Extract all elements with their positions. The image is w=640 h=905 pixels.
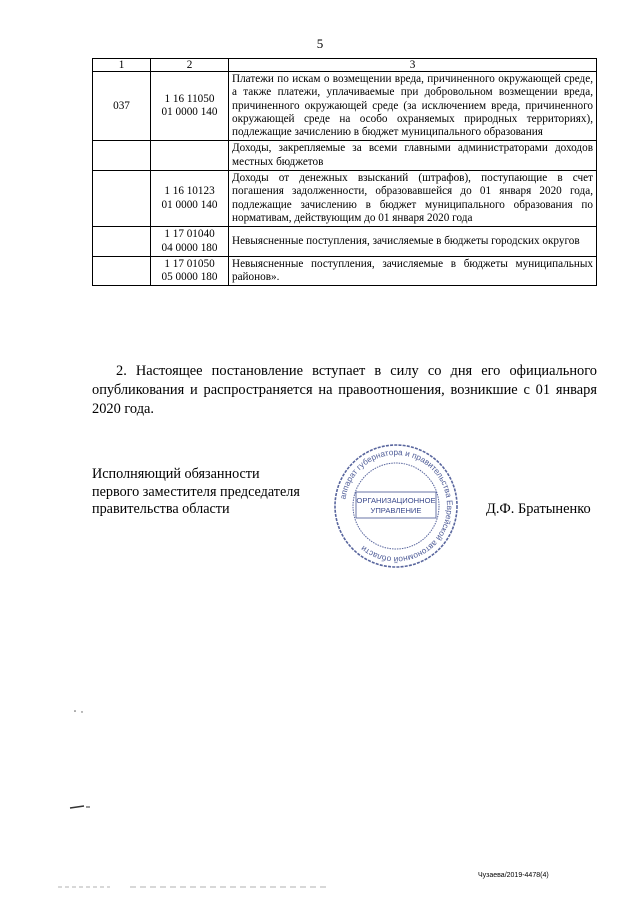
revenue-code-line: 1 16 11050 [164, 92, 215, 105]
table-row [93, 72, 597, 141]
admin-code-cell [93, 227, 151, 257]
revenue-code-line: 01 0000 140 [161, 198, 218, 211]
revenue-description-cell [229, 141, 597, 171]
revenue-code-line: 04 0000 180 [161, 241, 218, 254]
page-number: 5 [316, 36, 324, 51]
table-row [93, 141, 597, 171]
column-header: 3 [229, 59, 597, 72]
revenue-code-line: 05 0000 180 [161, 271, 218, 284]
revenue-code-cell [151, 227, 229, 257]
revenue-code-cell [151, 72, 229, 141]
signatory-title-line: правительства области [92, 501, 230, 517]
revenue-description: Доходы, закрепляемые за всеми главными администраторами доходов местных бюджетов [232, 142, 593, 168]
revenue-description: Доходы от денежных взысканий (штрафов), поступающие в счет погашения задолженности, образовавшейся до 01 января 2020 года, подлежащие зачислению в бюджет муниципального образования по нормативам, действующим до 01 января 2020 года [232, 172, 593, 224]
revenue-description-cell [229, 72, 597, 141]
revenue-codes-table [92, 58, 597, 286]
admin-code-cell [93, 171, 151, 227]
revenue-description: Невыясненные поступления, зачисляемые в бюджеты муниципальных районов». [232, 257, 593, 284]
effective-date-paragraph: 2. Настоящее постановление вступает в силу со дня его официального опубликования и распространяется на правоотношения, возникшие с 01 января 2020 года. [92, 363, 597, 417]
admin-code-cell: 037 [93, 72, 151, 141]
column-header: 1 [93, 59, 151, 72]
revenue-description: Платежи по искам о возмещении вреда, причиненного окружающей среде, а также платежи, уплачиваемые при добровольном возмещении вреда, причиненного окружающей среде (за исключением вреда, причиненного окружающей среде на особо охраняемых природных территориях), подлежащие зачислению в бюджет муниципального образования [232, 73, 593, 139]
stamp-center-line: ОРГАНИЗАЦИОННОЕ [356, 496, 436, 505]
official-stamp [330, 440, 462, 572]
revenue-description: Невыясненные поступления, зачисляемые в бюджеты городских округов [232, 234, 580, 247]
signatory-title-line: первого заместителя председателя [92, 483, 300, 500]
table-header-row [93, 59, 597, 72]
revenue-code-cell [151, 141, 229, 171]
document-reference: Чузаева/2019-4478(4) [478, 872, 549, 879]
admin-code-cell [93, 256, 151, 286]
stamp-center-line: УПРАВЛЕНИЕ [370, 506, 422, 515]
revenue-code-cell [151, 171, 229, 227]
stamp-ring-text: аппарат губернатора и правительства Еврейской автономной области [338, 447, 455, 565]
table-row [93, 171, 597, 227]
table-row [93, 256, 597, 286]
revenue-code-line: 1 17 01040 [164, 228, 215, 241]
signatory-title-line: Исполняющий обязанности [92, 466, 260, 482]
revenue-description-cell [229, 256, 597, 286]
revenue-code-line: 1 16 10123 [164, 185, 215, 198]
revenue-description-cell [229, 171, 597, 227]
admin-code-cell [93, 141, 151, 171]
signatory-title [92, 466, 300, 519]
revenue-code-cell [151, 256, 229, 286]
table-row [93, 227, 597, 257]
column-header: 2 [151, 59, 229, 72]
stamp-seal-graphic [330, 440, 462, 572]
revenue-description-cell [229, 227, 597, 257]
revenue-code-line: 1 17 01050 [164, 257, 215, 270]
revenue-code-line: 01 0000 140 [161, 106, 218, 119]
signatory-name: Д.Ф. Братыненко [486, 501, 591, 517]
